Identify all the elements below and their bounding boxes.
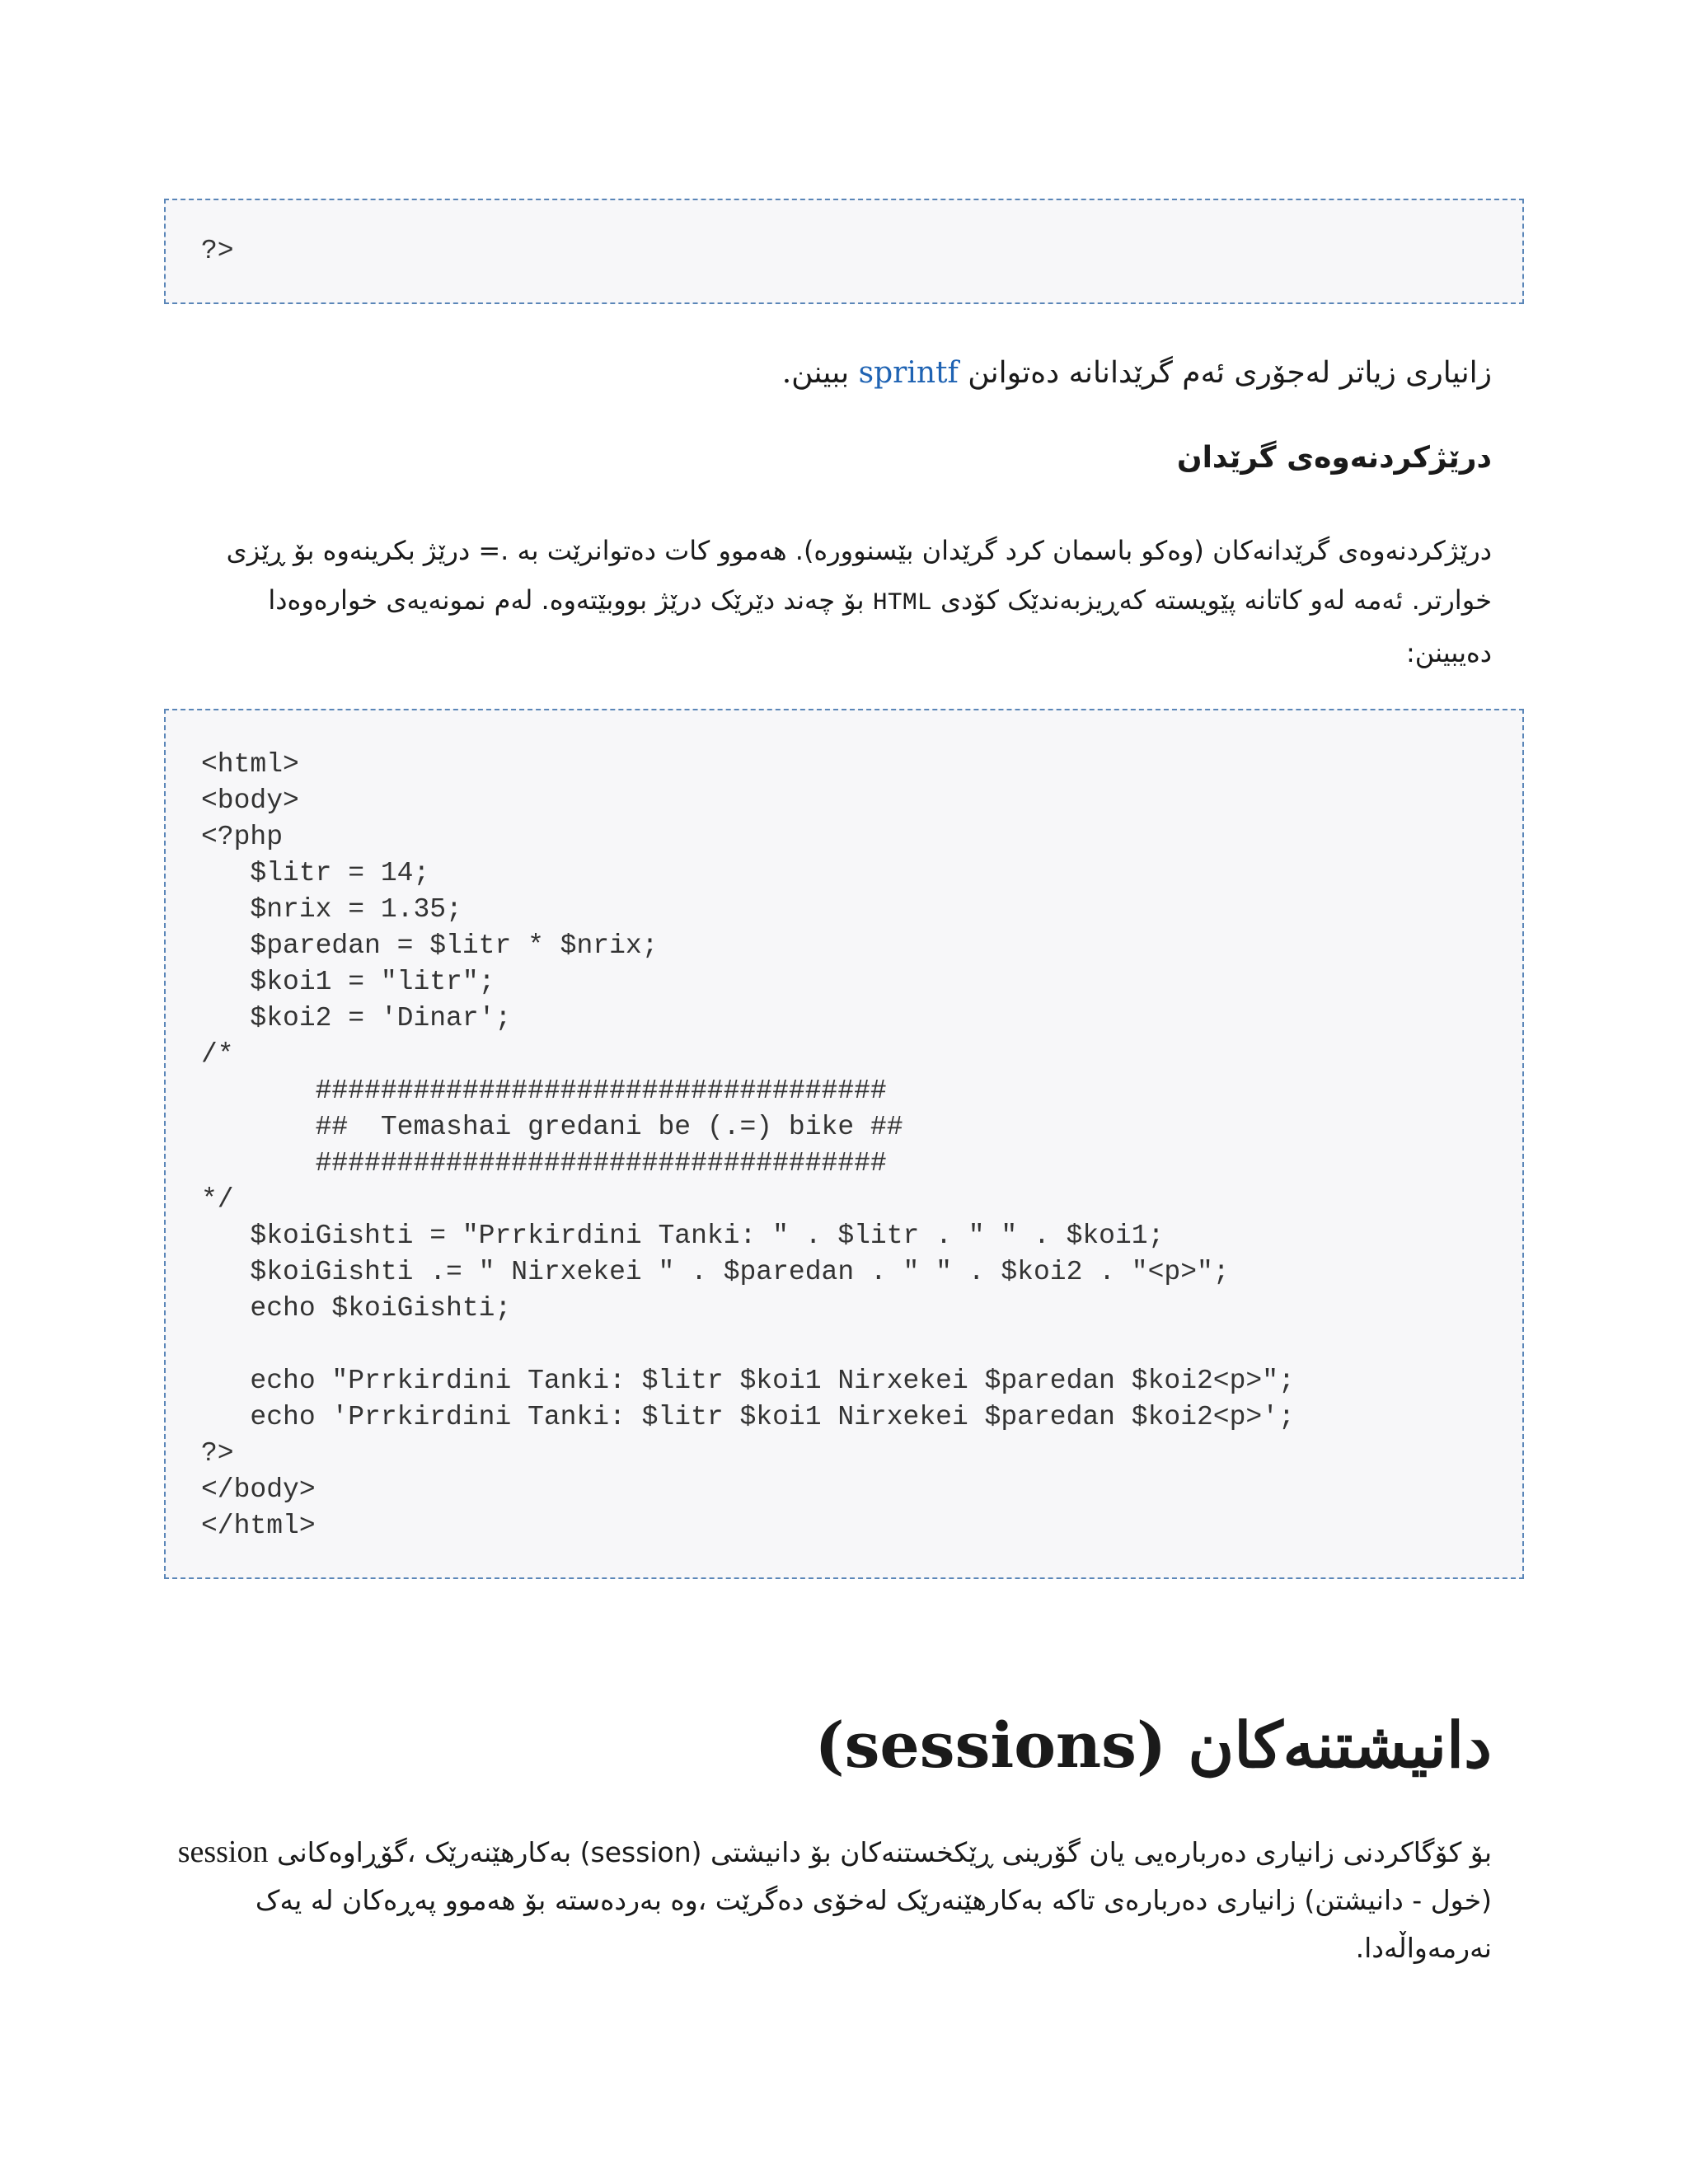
code-text: <html> <body> <?php $litr = 14; $nrix = 1.35; $paredan = $litr * $nrix; $koi1 = "litr"; $koi2 = 'Dinar'; /* ################################### ## Temashai gredani be (.=) bike ## ################################### */ $koiGishti = "Prrkirdini Tanki: " . $litr . " " . $koi1; $koiGishti .= " Nirxekei " . $paredan . " " . $koi2 . "<p>"; echo $koiGishti; echo "Prrkirdini Tanki: $litr $koi1 Nirxekei $paredan $koi2<p>"; echo 'Prrkirdini Tanki: $litr $koi1 Nirxekei $paredan $koi2<p>'; ?> </body> </html> bbox=[201, 749, 1295, 1541]
paragraph-text-end: بۆ چەند دێرێک درێژ بووبێتەوە. لەم نمونەیەی خوارەوەدا دەیبینن: bbox=[268, 584, 1492, 668]
code-block-php-example bbox=[164, 709, 1524, 1579]
paragraph-sessions bbox=[148, 1828, 1492, 1972]
paragraph-text: زانیاری زیاتر لەجۆری ئەم گرێدانانە دەتوانن bbox=[958, 356, 1492, 390]
code-block-closing-tag bbox=[164, 199, 1524, 304]
paragraph-text: بۆ کۆگاکردنی زانیاری دەربارەیی یان گۆرینی ڕێکخستنەکان بۆ دانیشتی (session) بەکارهێنەرێک ،گۆڕاوەکانی bbox=[268, 1836, 1492, 1868]
code-text: ?> bbox=[201, 236, 234, 266]
paragraph-more-info bbox=[173, 350, 1492, 396]
sprintf-link[interactable]: sprintf bbox=[858, 356, 959, 390]
paragraph-text-end: (خول - دانیشتن) زانیاری دەربارەی تاکە بەکارهێنەرێک لەخۆی دەگرێت ،وە بەردەستە بۆ هەموو پەڕەکان لە یەک نەرمەواڵەدا. bbox=[255, 1884, 1492, 1964]
section-heading: درێژکردنەوەی گرێدان bbox=[1176, 441, 1492, 475]
paragraph-text-end: ببینن. bbox=[781, 356, 859, 390]
page-title: دانیشتنەکان (sessions) bbox=[814, 1708, 1492, 1782]
paragraph-concatenation bbox=[198, 526, 1492, 677]
session-term: session bbox=[177, 1835, 269, 1869]
html-inline-code: HTML bbox=[872, 589, 932, 617]
paragraph-text: درێژکردنەوەی گرێدانەکان (وەکو باسمان کرد گرێدان بێسنوورە). هەموو کات دەتوانرێت بە .= درێژ بکرینەوە بۆ ڕێزی خوارتر. ئەمە لەو کاتانە پێویستە کەڕیزبەندێک کۆدی bbox=[226, 535, 1492, 616]
